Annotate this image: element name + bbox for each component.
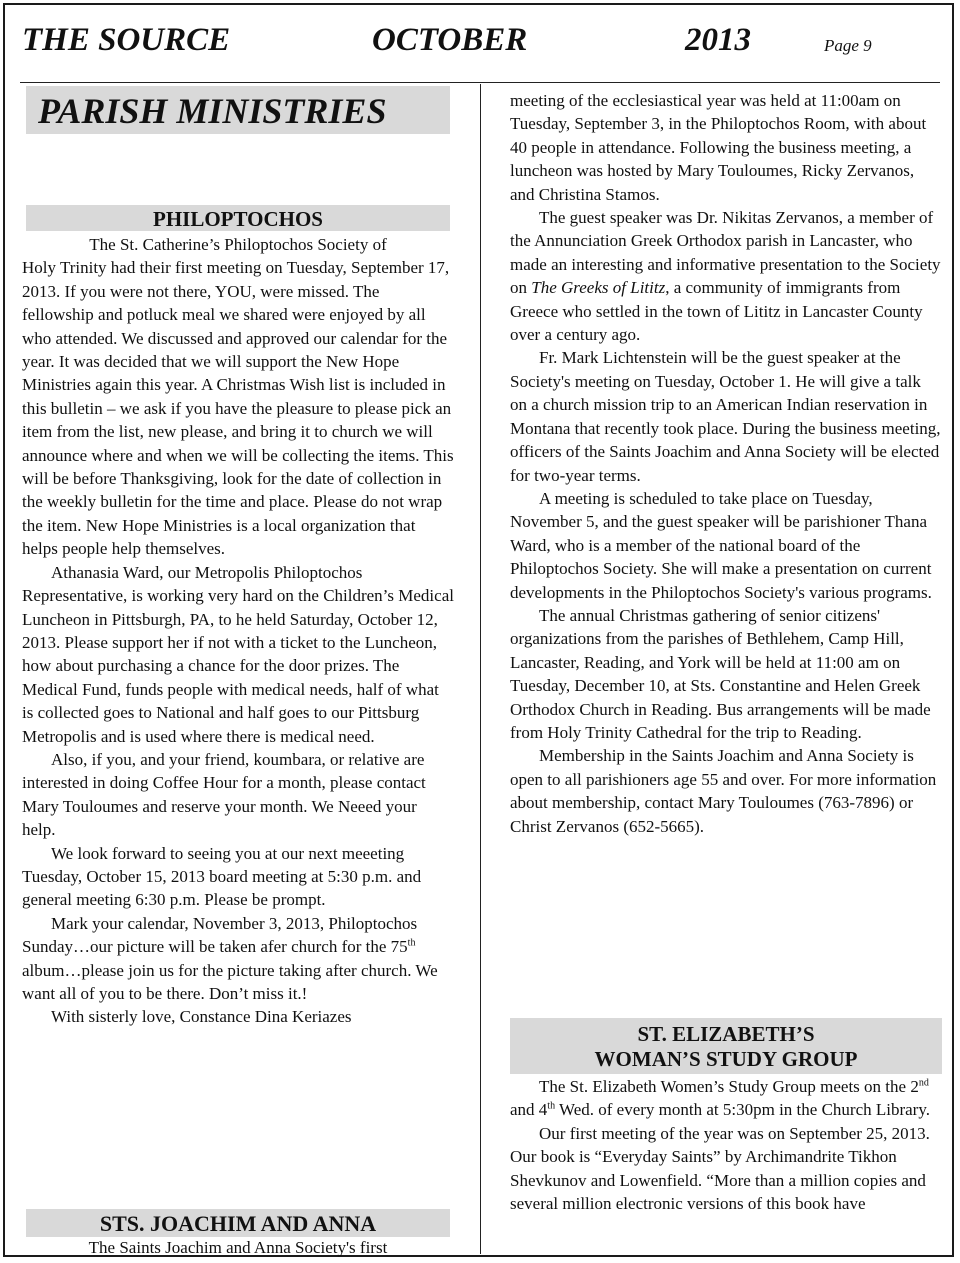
text-run: , a community of immigrants from Greece who settled in the town of Lititz in Lancaster County over a century ago. <box>510 278 923 345</box>
elizabeth-article <box>510 1075 942 1215</box>
text-run: Wed. of every month at 5:30pm in the Church Library. <box>555 1100 930 1120</box>
joachim-article <box>510 89 942 838</box>
text-run: Mark your calendar, November 3, 2013, Philoptochos Sunday…our picture will be taken afer church for the 75 <box>22 913 418 957</box>
page-header <box>22 14 942 70</box>
issue-month: OCTOBER <box>372 22 528 58</box>
philoptochos-article <box>22 233 454 1029</box>
superscript: nd <box>918 1077 929 1089</box>
superscript: th <box>407 937 416 949</box>
signature-line: With sisterly love, Constance Dina Keriazes <box>51 1007 352 1027</box>
paragraph: We look forward to seeing you at our next meeeting Tuesday, October 15, 2013 board meeting at 5:30 p.m. and general meeting 6:30 p.m. Please be prompt. <box>22 843 422 910</box>
page-number: Page 9 <box>824 36 872 55</box>
paragraph: Athanasia Ward, our Metropolis Philoptochos Representative, is working very hard on the Children’s Medical Luncheon in Pittsburgh, PA, to he held Saturday, October 12, 2013. Please support her if not with a ticket to the Luncheon, how about purchasing a chance for the door prizes. The Medical Fund, funds people with medical needs, half of what is collected goes to National and half goes to our Pittsburg Metropolis and is used where there is medical need. <box>22 562 454 746</box>
paragraph <box>22 912 454 1006</box>
section-title: PARISH MINISTRIES <box>26 86 450 134</box>
text-run: The St. Elizabeth Women’s Study Group meets on the 2 <box>539 1077 919 1096</box>
paragraph: Holy Trinity had their first meeting on Tuesday, September 17, 2013. If you were not there, YOU, were missed. The fellowship and potluck meal we shared were enjoyed by all who attended. We discussed and approved our calendar for the year. It was decided that we will support the New Hope Ministries again this year. A Christmas Wish list is included in this bulletin – we ask if you have the pleasure to please pick an item from the list, new please, and bring it to church we will announce where and when we will be collecting the items. This will be before Thanksgiving, look for the date of collection in the weekly bulletin for the time and place. Please do not wrap the item. New Hope Ministries is a local organization that helps people help themselves. <box>22 258 454 559</box>
heading-line: WOMAN’S STUDY GROUP <box>594 1047 858 1071</box>
heading-line: ST. ELIZABETH’S <box>637 1022 815 1046</box>
issue-year: 2013 <box>685 22 751 58</box>
text-run: and 4 <box>510 1100 548 1120</box>
superscript: th <box>547 1100 556 1112</box>
paragraph: meeting of the ecclesiastical year was held at 11:00am on Tuesday, September 3, in the Philoptochos Room, with about 40 people in attendance. Following the business meeting, a luncheon was hosted by Mary Touloumes, Ricky Zervanos, and Christina Stamos. <box>510 91 927 204</box>
paragraph: Our first meeting of the year was on September 25, 2013. Our book is “Everyday Saints” by Archimandrite Tikhon Shevkunov and Lowenfield. “More than a million copies and several million electronic versions of this book have <box>510 1123 930 1214</box>
elizabeth-heading <box>510 1018 942 1074</box>
paragraph: Fr. Mark Lichtenstein will be the guest speaker at the Society's meeting on Tuesday, October 1. He will give a talk on a church mission trip to an American Indian reservation in Montana that recently took place. During the business meeting, officers of the Saints Joachim and Anna Society will be elected for two-year terms. <box>510 348 941 485</box>
paragraph <box>510 1075 942 1122</box>
paragraph-first-line: The St. Catherine’s Philoptochos Society of <box>89 235 387 254</box>
publication-title: THE SOURCE <box>22 22 231 58</box>
paragraph: Also, if you, and your friend, koumbara, or relative are interested in doing Coffee Hour for a month, please contact Mary Touloumes and reserve your month. We Neeed your help. <box>22 749 426 840</box>
philoptochos-heading: PHILOPTOCHOS <box>26 205 450 231</box>
paragraph: The annual Christmas gathering of senior citizens' organizations from the parishes of Bethlehem, Camp Hill, Lancaster, Reading, and York will be held at 11:00 am on Tuesday, December 10, at Sts. Constantine and Helen Greek Orthodox Church in Reading. Bus arrangements will be made from Holy Trinity Cathedral for the trip to Reading. <box>510 605 931 742</box>
text-run: The guest speaker was Dr. Nikitas Zervanos, a member of the Annunciation Greek Orthodox parish in Lancaster, who made an interesting and informative presentation to the Society on <box>510 208 941 298</box>
header-rule <box>20 82 940 83</box>
book-title: The Greeks of Lititz <box>531 278 666 298</box>
paragraph: Membership in the Saints Joachim and Anna Society is open to all parishioners age 55 and over. For more information about membership, contact Mary Touloumes (763-7896) or Christ Zervanos (652-5665). <box>510 746 937 836</box>
column-divider <box>480 84 481 1254</box>
paragraph <box>510 206 942 346</box>
joachim-intro: The Saints Joachim and Anna Society's first <box>88 1238 388 1257</box>
paragraph: A meeting is scheduled to take place on Tuesday, November 5, and the guest speaker will be parishioner Thana Ward, who is a member of the national board of the Philoptochos Society. She will make a presentation on current developments in the Philoptochos Society's various programs. <box>510 488 932 602</box>
text-run: album…please join us for the picture taking after church. We want all of you to be there. Don’t miss it.! <box>22 960 438 1003</box>
joachim-heading: STS. JOACHIM AND ANNA <box>26 1209 450 1237</box>
